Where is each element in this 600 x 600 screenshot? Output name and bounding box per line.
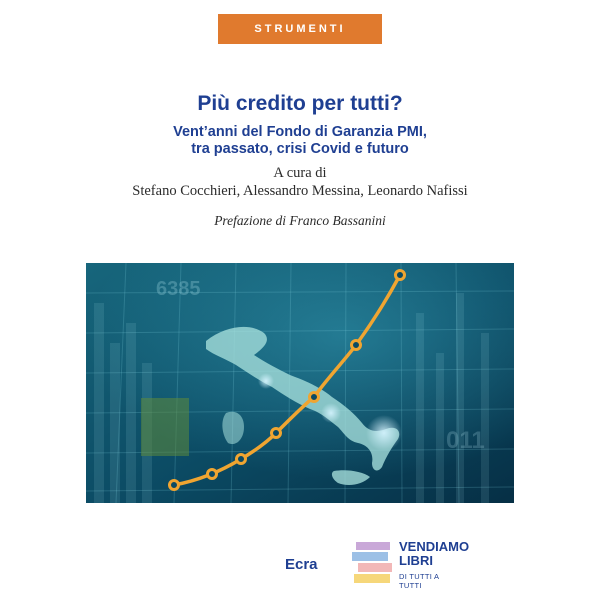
series-tag-label: STRUMENTI: [254, 23, 346, 35]
curve-point: [237, 455, 246, 464]
publisher-name: Ecra: [285, 556, 318, 573]
flare-1: [366, 415, 402, 451]
vendiamo-libri-logo: [352, 539, 470, 590]
subtitle-line-1: Vent’anni del Fondo di Garanzia PMI,: [173, 124, 427, 140]
preface-credit: Prefazione di Franco Bassanini: [214, 213, 386, 228]
curve-point: [170, 481, 179, 490]
book-stack-icon: [352, 540, 394, 586]
flare-3: [258, 373, 274, 389]
curve-point: [208, 470, 217, 479]
green-panel: [141, 398, 189, 456]
curve-point: [352, 341, 361, 350]
badge-line-3: DI TUTTI A TUTTI: [399, 572, 439, 590]
editors-label: A cura di: [273, 165, 327, 181]
curve-point: [310, 393, 319, 402]
badge-line-2: LIBRI: [399, 553, 433, 568]
background-number: 6385: [156, 278, 201, 300]
book-subtitle: [0, 124, 600, 158]
subtitle-line-2: tra passato, crisi Covid e futuro: [191, 141, 409, 157]
background-number-right: 011: [446, 427, 485, 454]
curve-point: [272, 429, 281, 438]
cover-image: [86, 263, 514, 503]
editors-names: Stefano Cocchieri, Alessandro Messina, Leonardo Nafissi: [132, 183, 468, 199]
book-title: Più credito per tutti?: [197, 92, 403, 115]
flare-2: [321, 403, 341, 423]
curve-point: [396, 271, 405, 280]
badge-line-1: VENDIAMO: [399, 539, 470, 554]
series-tag: [218, 14, 382, 44]
